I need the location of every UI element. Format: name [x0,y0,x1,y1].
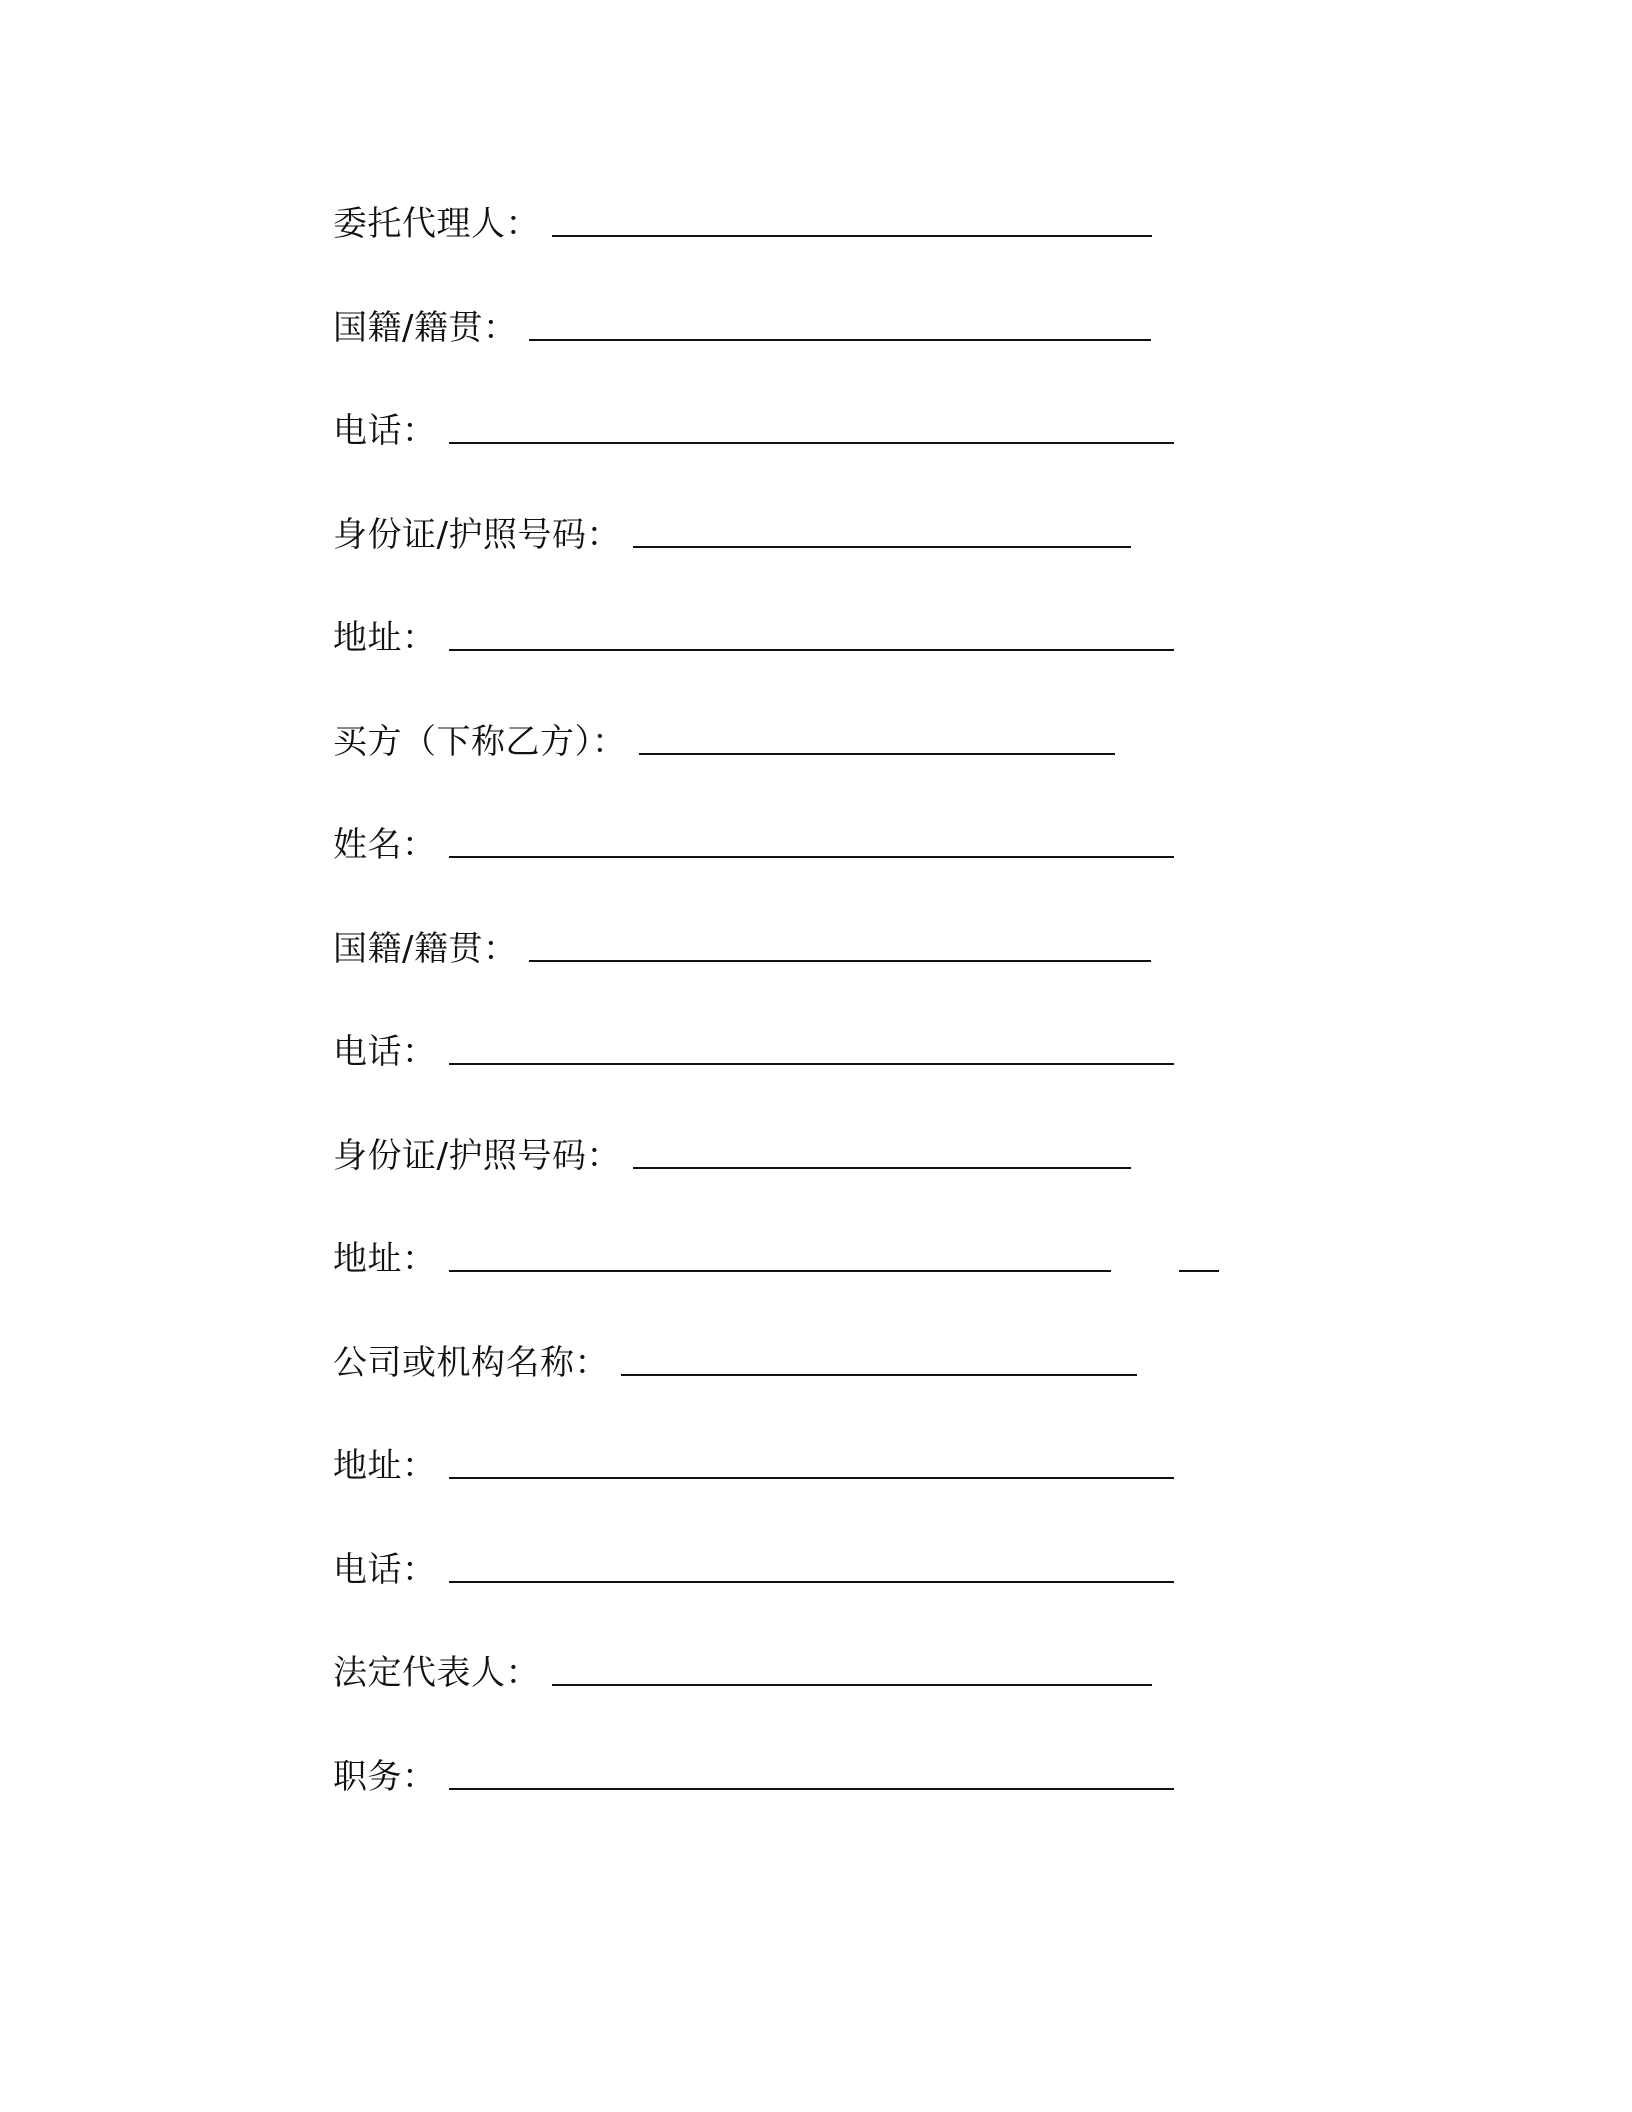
field-label: 买方（下称乙方）： [333,721,627,762]
phone-field [333,1488,1293,1592]
id-passport-field [333,453,1293,557]
nationality-field [333,867,1293,971]
id-passport-field [333,1074,1293,1178]
legal-representative-field [333,1592,1293,1696]
field-label: 法定代表人： [333,1653,540,1693]
fill-in-blank[interactable] [449,1270,1111,1272]
field-label: 地址： [333,1239,437,1279]
fill-in-blank[interactable] [449,856,1174,858]
field-label: 职务： [333,1756,437,1797]
fill-in-blank[interactable] [449,1788,1174,1790]
fill-in-blank[interactable] [633,1167,1131,1169]
field-label: 委托代理人： [333,204,540,244]
field-label: 姓名： [333,825,437,865]
address-field [333,1385,1293,1489]
phone-field [333,971,1293,1075]
buyer-heading-field [333,660,1293,764]
address-field [333,557,1293,661]
fill-in-blank-tail[interactable] [1179,1270,1219,1272]
agent-name-field [333,196,1293,246]
contract-party-form [333,196,1293,1799]
address-field [333,1178,1293,1282]
field-label: 地址： [333,618,437,658]
fill-in-blank[interactable] [449,442,1174,444]
company-name-field [333,1281,1293,1385]
field-label: 国籍/籍贯： [333,928,518,969]
fill-in-blank[interactable] [552,1684,1152,1686]
field-label: 国籍/籍贯： [333,307,518,348]
phone-field [333,350,1293,454]
fill-in-blank[interactable] [449,1581,1174,1583]
fill-in-blank[interactable] [449,1477,1174,1479]
field-label: 地址： [333,1446,437,1486]
name-field [333,764,1293,868]
fill-in-blank[interactable] [449,649,1174,651]
fill-in-blank[interactable] [633,546,1131,548]
field-label: 公司或机构名称： [333,1342,609,1383]
field-label: 电话： [333,1549,437,1590]
field-label: 身份证/护照号码： [333,1135,621,1176]
field-label: 电话： [333,1032,437,1072]
fill-in-blank[interactable] [529,960,1151,962]
fill-in-blank[interactable] [621,1374,1137,1376]
position-field [333,1695,1293,1799]
nationality-field [333,246,1293,350]
fill-in-blank[interactable] [529,339,1151,341]
fill-in-blank[interactable] [449,1063,1174,1065]
field-label: 电话： [333,411,437,451]
fill-in-blank[interactable] [639,753,1115,755]
fill-in-blank[interactable] [552,235,1152,237]
field-label: 身份证/护照号码： [333,514,621,555]
